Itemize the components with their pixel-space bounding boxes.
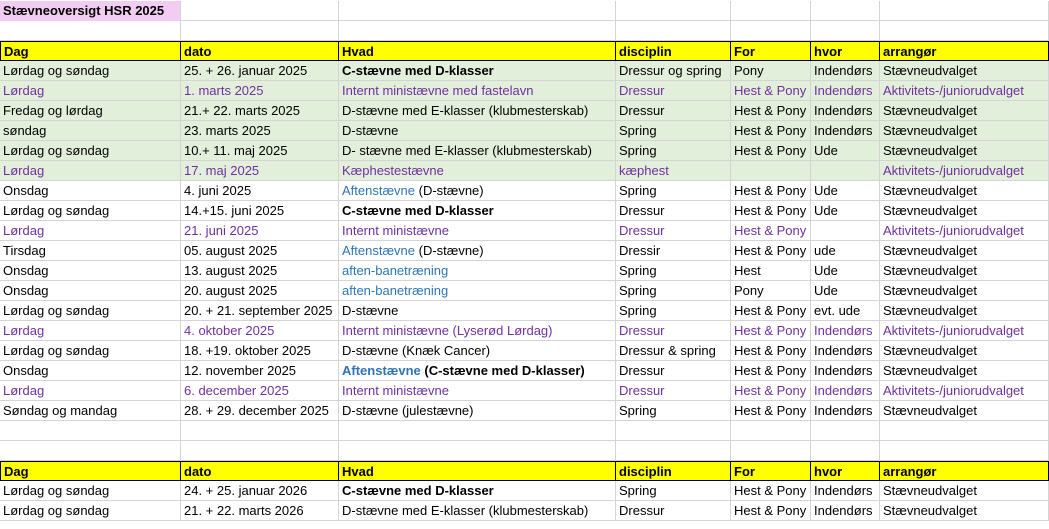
- cell-hvor[interactable]: Indendørs: [811, 341, 880, 361]
- cell-dag[interactable]: Lørdag og søndag: [0, 341, 181, 361]
- cell-arrangoer[interactable]: Stævneudvalget: [880, 121, 1049, 141]
- cell-dato[interactable]: 28. + 29. december 2025: [181, 401, 339, 421]
- table-row: [0, 101, 1049, 121]
- cell[interactable]: [880, 441, 1049, 461]
- cell-dag[interactable]: Lørdag: [0, 321, 181, 341]
- cell[interactable]: [880, 421, 1049, 441]
- cell-dag[interactable]: Lørdag og søndag: [0, 501, 181, 521]
- cell-hvad-rest: (D-stævne): [415, 243, 484, 258]
- cell-for[interactable]: Hest & Pony: [731, 101, 811, 121]
- table-row: [0, 481, 1049, 501]
- table-row: [0, 501, 1049, 521]
- grid-row: [0, 21, 1049, 41]
- cell-for[interactable]: Hest & Pony: [731, 81, 811, 101]
- cell-disciplin[interactable]: Dressur: [616, 201, 731, 221]
- cell-hvor[interactable]: Indendørs: [811, 321, 880, 341]
- cell-for[interactable]: Hest: [731, 261, 811, 281]
- cell-for[interactable]: Pony: [731, 281, 811, 301]
- cell-hvor[interactable]: Indendørs: [811, 81, 880, 101]
- header-disciplin[interactable]: disciplin: [616, 461, 731, 481]
- cell-hvad[interactable]: [339, 181, 616, 201]
- cell-hvor[interactable]: Ude: [811, 281, 880, 301]
- header-dato[interactable]: dato: [181, 41, 339, 61]
- cell-hvor[interactable]: Indendørs: [811, 61, 880, 81]
- cell-hvad[interactable]: aften-banetræning: [339, 281, 616, 301]
- cell-hvad-rest: (D-stævne): [415, 183, 484, 198]
- cell-hvad[interactable]: C-stævne med D-klasser: [339, 481, 616, 501]
- cell-hvad[interactable]: D- stævne med E-klasser (klubmesterskab): [339, 141, 616, 161]
- header-for[interactable]: For: [731, 41, 811, 61]
- cell-dato[interactable]: 14.+15. juni 2025: [181, 201, 339, 221]
- table-row: [0, 201, 1049, 221]
- cell-disciplin[interactable]: Dressur: [616, 381, 731, 401]
- cell-disciplin[interactable]: Dressur: [616, 361, 731, 381]
- cell-disciplin[interactable]: Dressur: [616, 321, 731, 341]
- cell-disciplin[interactable]: Spring: [616, 261, 731, 281]
- cell[interactable]: [731, 421, 811, 441]
- header-hvor[interactable]: hvor: [811, 461, 880, 481]
- cell-arrangoer[interactable]: Stævneudvalget: [880, 481, 1049, 501]
- table-row: [0, 361, 1049, 381]
- cell[interactable]: [616, 421, 731, 441]
- cell-hvad-highlight: Aftenstævne: [342, 183, 415, 198]
- table-row: [0, 281, 1049, 301]
- table-row: [0, 61, 1049, 81]
- header-disciplin[interactable]: disciplin: [616, 41, 731, 61]
- cell-arrangoer[interactable]: Stævneudvalget: [880, 101, 1049, 121]
- cell-hvor[interactable]: Indendørs: [811, 481, 880, 501]
- cell-for[interactable]: Hest & Pony: [731, 501, 811, 521]
- cell-dato[interactable]: 23. marts 2025: [181, 121, 339, 141]
- table-row: [0, 241, 1049, 261]
- cell-hvor[interactable]: ude: [811, 241, 880, 261]
- cell[interactable]: [339, 421, 616, 441]
- cell[interactable]: [181, 21, 339, 41]
- table-row: [0, 81, 1049, 101]
- cell-arrangoer[interactable]: Stævneudvalget: [880, 401, 1049, 421]
- cell-hvad[interactable]: [339, 241, 616, 261]
- cell-hvad[interactable]: D-stævne (Knæk Cancer): [339, 341, 616, 361]
- cell-for[interactable]: Hest & Pony: [731, 141, 811, 161]
- cell[interactable]: [339, 21, 616, 41]
- cell-dato[interactable]: 20. + 21. september 2025: [181, 301, 339, 321]
- cell-arrangoer[interactable]: Aktivitets-/juniorudvalget: [880, 221, 1049, 241]
- cell-hvor[interactable]: Indendørs: [811, 361, 880, 381]
- cell-for[interactable]: Pony: [731, 61, 811, 81]
- cell-arrangoer[interactable]: Stævneudvalget: [880, 181, 1049, 201]
- header-arrangoer[interactable]: arrangør: [880, 461, 1049, 481]
- cell-arrangoer[interactable]: Stævneudvalget: [880, 501, 1049, 521]
- cell-disciplin[interactable]: Dressur & spring: [616, 341, 731, 361]
- cell-for[interactable]: Hest & Pony: [731, 401, 811, 421]
- cell[interactable]: [181, 421, 339, 441]
- cell-dag[interactable]: Onsdag: [0, 261, 181, 281]
- cell[interactable]: [880, 21, 1049, 41]
- header-arrangoer[interactable]: arrangør: [880, 41, 1049, 61]
- grid-row: [0, 421, 1049, 441]
- cell-disciplin[interactable]: kæphest: [616, 161, 731, 181]
- cell-hvad[interactable]: Internt ministævne: [339, 381, 616, 401]
- cell-hvad-highlight: Aftenstævne: [342, 363, 421, 378]
- cell-for[interactable]: Hest & Pony: [731, 341, 811, 361]
- cell-hvor[interactable]: evt. ude: [811, 301, 880, 321]
- cell[interactable]: [0, 421, 181, 441]
- table-row: [0, 121, 1049, 141]
- sheet-title[interactable]: Stævneoversigt HSR 2025: [0, 1, 181, 21]
- cell-hvor[interactable]: Indendørs: [811, 401, 880, 421]
- cell-dag[interactable]: Lørdag og søndag: [0, 61, 181, 81]
- cell-for[interactable]: [731, 161, 811, 181]
- cell[interactable]: [616, 21, 731, 41]
- header-dag[interactable]: Dag: [0, 41, 181, 61]
- table-row: [0, 181, 1049, 201]
- cell[interactable]: [811, 421, 880, 441]
- cell[interactable]: [181, 1, 339, 21]
- grid-row: [0, 441, 1049, 461]
- cell-dato[interactable]: 4. juni 2025: [181, 181, 339, 201]
- cell-dag[interactable]: Onsdag: [0, 181, 181, 201]
- cell-disciplin[interactable]: Dressur: [616, 501, 731, 521]
- cell-dag[interactable]: Lørdag: [0, 161, 181, 181]
- header-row-2026: [0, 461, 1049, 481]
- cell[interactable]: [731, 1, 811, 21]
- cell-dato[interactable]: 17. maj 2025: [181, 161, 339, 181]
- cell-dato[interactable]: 21.+ 22. marts 2025: [181, 101, 339, 121]
- cell-arrangoer[interactable]: Stævneudvalget: [880, 301, 1049, 321]
- header-hvad[interactable]: Hvad: [339, 461, 616, 481]
- cell-hvor[interactable]: Indendørs: [811, 101, 880, 121]
- cell-dag[interactable]: Lørdag og søndag: [0, 481, 181, 501]
- cell-dag[interactable]: Onsdag: [0, 281, 181, 301]
- cell-arrangoer[interactable]: Stævneudvalget: [880, 361, 1049, 381]
- cell-hvor[interactable]: Ude: [811, 181, 880, 201]
- cell-arrangoer[interactable]: Aktivitets-/juniorudvalget: [880, 81, 1049, 101]
- cell[interactable]: [731, 21, 811, 41]
- cell-for[interactable]: Hest & Pony: [731, 321, 811, 341]
- cell-hvor[interactable]: Ude: [811, 141, 880, 161]
- table-row: [0, 161, 1049, 181]
- cell-for[interactable]: Hest & Pony: [731, 301, 811, 321]
- cell-arrangoer[interactable]: Aktivitets-/juniorudvalget: [880, 161, 1049, 181]
- cell-dato[interactable]: 05. august 2025: [181, 241, 339, 261]
- cell-hvad[interactable]: Internt ministævne med fastelavn: [339, 81, 616, 101]
- cell-disciplin[interactable]: Dressur og spring: [616, 61, 731, 81]
- cell-hvad[interactable]: D-stævne: [339, 301, 616, 321]
- cell[interactable]: [616, 441, 731, 461]
- cell-dato[interactable]: 18. +19. oktober 2025: [181, 341, 339, 361]
- cell-dato[interactable]: 21. juni 2025: [181, 221, 339, 241]
- table-row: [0, 301, 1049, 321]
- cell-dato[interactable]: 4. oktober 2025: [181, 321, 339, 341]
- cell[interactable]: [880, 1, 1049, 21]
- cell-hvad[interactable]: Kæphestestævne: [339, 161, 616, 181]
- cell-dag[interactable]: Tirsdag: [0, 241, 181, 261]
- cell-arrangoer[interactable]: Stævneudvalget: [880, 341, 1049, 361]
- table-row: [0, 381, 1049, 401]
- cell-hvor[interactable]: Ude: [811, 201, 880, 221]
- cell-for[interactable]: Hest & Pony: [731, 381, 811, 401]
- cell-dag[interactable]: Lørdag og søndag: [0, 141, 181, 161]
- cell-disciplin[interactable]: Spring: [616, 401, 731, 421]
- cell-dag[interactable]: Søndag og mandag: [0, 401, 181, 421]
- cell-hvor[interactable]: [811, 161, 880, 181]
- cell-hvor[interactable]: Indendørs: [811, 381, 880, 401]
- cell-dato[interactable]: 13. august 2025: [181, 261, 339, 281]
- cell-arrangoer[interactable]: Stævneudvalget: [880, 241, 1049, 261]
- cell-disciplin[interactable]: Spring: [616, 301, 731, 321]
- cell-disciplin[interactable]: Dressir: [616, 241, 731, 261]
- header-dag[interactable]: Dag: [0, 461, 181, 481]
- cell-for[interactable]: Hest & Pony: [731, 221, 811, 241]
- table-row: [0, 221, 1049, 241]
- cell-dato[interactable]: 10.+ 11. maj 2025: [181, 141, 339, 161]
- cell-for[interactable]: Hest & Pony: [731, 241, 811, 261]
- cell-dag[interactable]: søndag: [0, 121, 181, 141]
- cell-hvor[interactable]: [811, 221, 880, 241]
- cell-hvad[interactable]: aften-banetræning: [339, 261, 616, 281]
- cell-dato[interactable]: 20. august 2025: [181, 281, 339, 301]
- cell-hvad[interactable]: D-stævne med E-klasser (klubmesterskab): [339, 101, 616, 121]
- cell-for[interactable]: Hest & Pony: [731, 361, 811, 381]
- cell[interactable]: [731, 441, 811, 461]
- cell[interactable]: [0, 21, 181, 41]
- cell-disciplin[interactable]: Spring: [616, 481, 731, 501]
- cell-hvad-rest: (C-stævne med D-klasser): [420, 363, 585, 378]
- cell-dato[interactable]: 12. november 2025: [181, 361, 339, 381]
- cell-hvad[interactable]: D-stævne med E-klasser (klubmesterskab): [339, 501, 616, 521]
- cell-dato[interactable]: 6. december 2025: [181, 381, 339, 401]
- table-row: [0, 261, 1049, 281]
- header-hvor[interactable]: hvor: [811, 41, 880, 61]
- cell-dato[interactable]: 21. + 22. marts 2026: [181, 501, 339, 521]
- header-hvad[interactable]: Hvad: [339, 41, 616, 61]
- cell-hvad[interactable]: Internt ministævne (Lyserød Lørdag): [339, 321, 616, 341]
- cell-dato[interactable]: 24. + 25. januar 2026: [181, 481, 339, 501]
- cell-dag[interactable]: Lørdag: [0, 221, 181, 241]
- cell-disciplin[interactable]: Dressur: [616, 81, 731, 101]
- cell-arrangoer[interactable]: Aktivitets-/juniorudvalget: [880, 381, 1049, 401]
- cell-hvad[interactable]: [339, 361, 616, 381]
- cell-disciplin[interactable]: Spring: [616, 141, 731, 161]
- header-dato[interactable]: dato: [181, 461, 339, 481]
- cell-dag[interactable]: Lørdag: [0, 381, 181, 401]
- cell-arrangoer[interactable]: Aktivitets-/juniorudvalget: [880, 321, 1049, 341]
- cell-dag[interactable]: Lørdag: [0, 81, 181, 101]
- cell-disciplin[interactable]: Dressur: [616, 221, 731, 241]
- header-for[interactable]: For: [731, 461, 811, 481]
- table-row: [0, 341, 1049, 361]
- cell-hvad[interactable]: D-stævne: [339, 121, 616, 141]
- cell-hvad[interactable]: Internt ministævne: [339, 221, 616, 241]
- cell[interactable]: [811, 441, 880, 461]
- table-row: [0, 141, 1049, 161]
- cell-for[interactable]: Hest & Pony: [731, 121, 811, 141]
- header-row-2025: [0, 41, 1049, 61]
- cell-hvor[interactable]: Ude: [811, 261, 880, 281]
- table-row: [0, 401, 1049, 421]
- cell-for[interactable]: Hest & Pony: [731, 181, 811, 201]
- cell-disciplin[interactable]: Spring: [616, 281, 731, 301]
- cell-for[interactable]: Hest & Pony: [731, 201, 811, 221]
- cell-disciplin[interactable]: Dressur: [616, 101, 731, 121]
- cell[interactable]: [0, 441, 181, 461]
- cell-hvad-highlight: Aftenstævne: [342, 243, 415, 258]
- cell-arrangoer[interactable]: Stævneudvalget: [880, 261, 1049, 281]
- cell-hvad[interactable]: C-stævne med D-klasser: [339, 201, 616, 221]
- cell-dato[interactable]: 25. + 26. januar 2025: [181, 61, 339, 81]
- cell-dag[interactable]: Lørdag og søndag: [0, 301, 181, 321]
- cell-hvad[interactable]: D-stævne (julestævne): [339, 401, 616, 421]
- cell-arrangoer[interactable]: Stævneudvalget: [880, 61, 1049, 81]
- cell-arrangoer[interactable]: Stævneudvalget: [880, 141, 1049, 161]
- cell-dag[interactable]: Onsdag: [0, 361, 181, 381]
- cell-disciplin[interactable]: Spring: [616, 181, 731, 201]
- cell-dag[interactable]: Lørdag og søndag: [0, 201, 181, 221]
- cell-dato[interactable]: 1. marts 2025: [181, 81, 339, 101]
- cell[interactable]: [811, 21, 880, 41]
- cell-arrangoer[interactable]: Stævneudvalget: [880, 281, 1049, 301]
- cell[interactable]: [339, 1, 616, 21]
- cell-dag[interactable]: Fredag og lørdag: [0, 101, 181, 121]
- cell-hvor[interactable]: Indendørs: [811, 501, 880, 521]
- cell[interactable]: [616, 1, 731, 21]
- cell[interactable]: [181, 441, 339, 461]
- cell[interactable]: [339, 441, 616, 461]
- cell-hvor[interactable]: Indendørs: [811, 121, 880, 141]
- table-row: [0, 321, 1049, 341]
- cell[interactable]: [811, 1, 880, 21]
- cell-arrangoer[interactable]: Stævneudvalget: [880, 201, 1049, 221]
- cell-for[interactable]: Hest & Pony: [731, 481, 811, 501]
- cell-hvad[interactable]: C-stævne med D-klasser: [339, 61, 616, 81]
- cell-disciplin[interactable]: Spring: [616, 121, 731, 141]
